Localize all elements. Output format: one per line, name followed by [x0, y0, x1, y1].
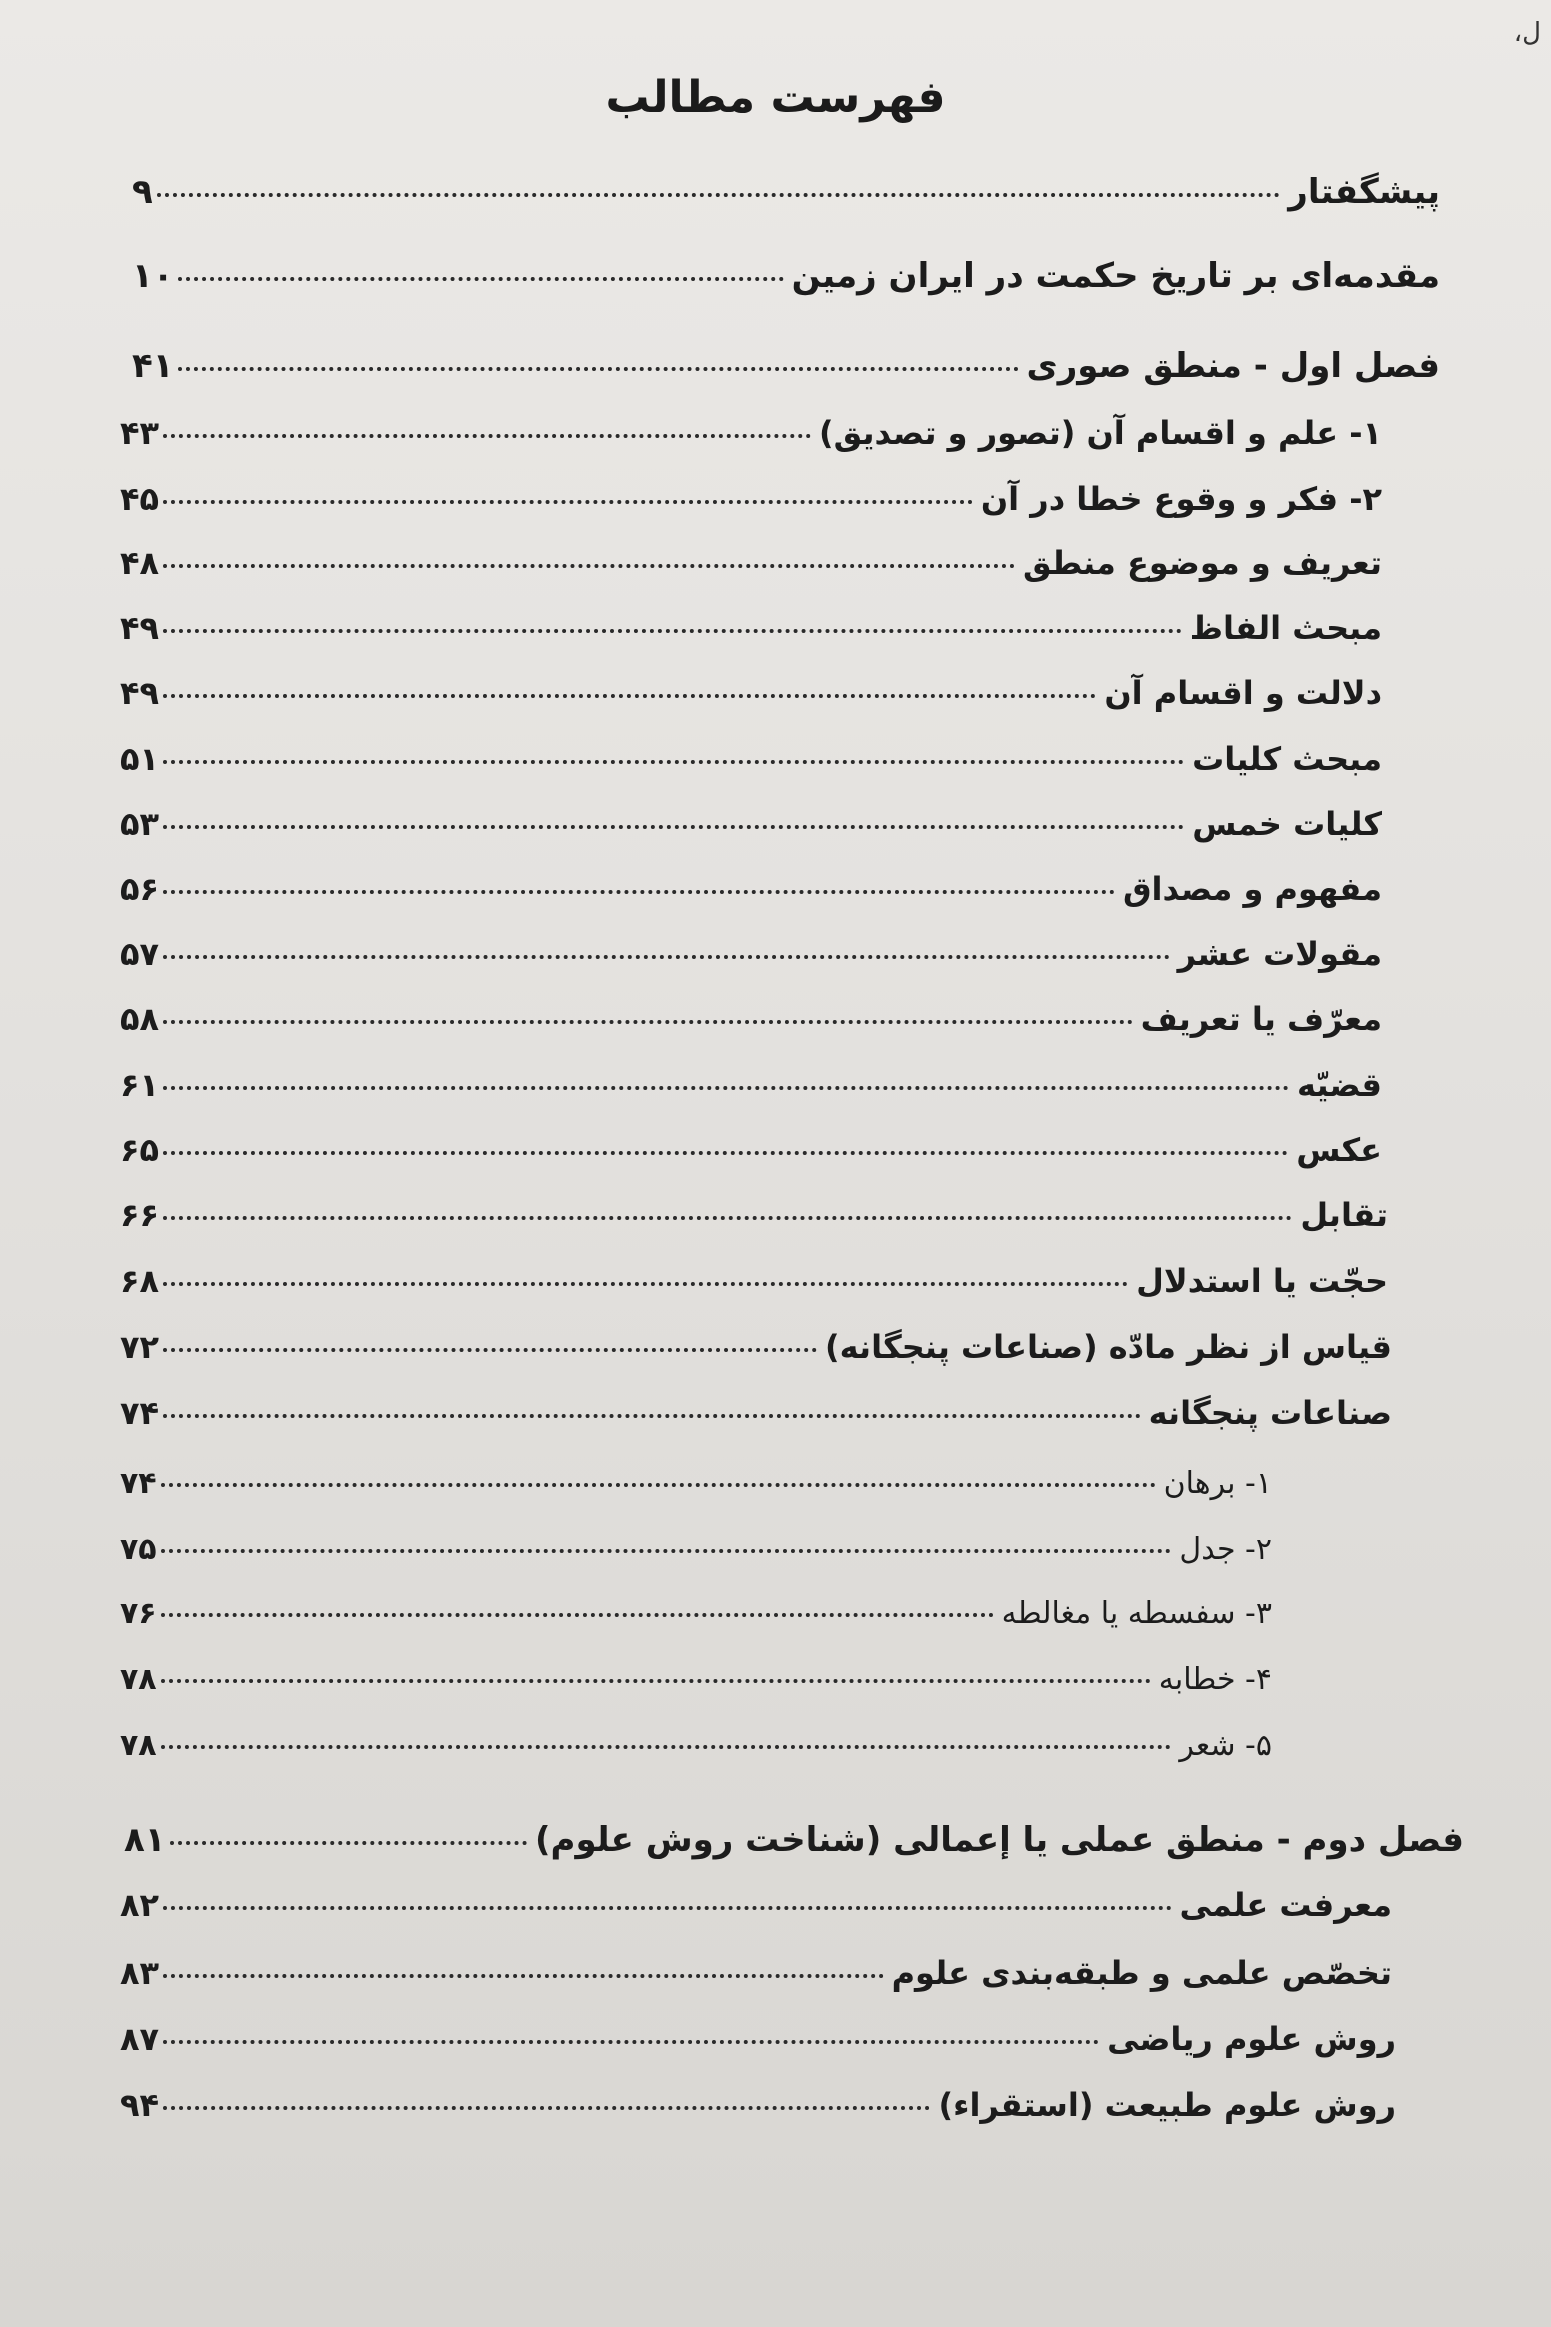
- toc-entry: [120, 2086, 1396, 2124]
- dot-leader: [163, 629, 1182, 633]
- toc-subentry: [120, 1532, 1272, 1567]
- toc-entry-page: ۶۱: [120, 1066, 160, 1104]
- dot-leader: [163, 760, 1184, 764]
- toc-entry: [120, 480, 1382, 518]
- toc-entry-page: ۸۲: [120, 1886, 160, 1924]
- toc-entry: [120, 2020, 1396, 2058]
- toc-entry-label: مفهوم و مصداق: [1122, 870, 1382, 908]
- toc-entry-label: ۲- جدل: [1179, 1532, 1272, 1567]
- toc-entry: [120, 805, 1382, 843]
- dot-leader: [163, 694, 1096, 698]
- toc-entry-page: ۸۳: [120, 1954, 160, 1992]
- toc-entry-label: صناعات پنجگانه: [1148, 1394, 1392, 1432]
- toc-entry: [120, 674, 1382, 712]
- toc-entry: [120, 1131, 1382, 1169]
- toc-entry-page: ۸۷: [120, 2020, 160, 2058]
- toc-entry-page: ۵۳: [120, 805, 160, 843]
- toc-entry-page: ۵۱: [120, 740, 160, 778]
- edge-mark: ل،: [1513, 18, 1541, 48]
- toc-entry-page: ۷۴: [120, 1466, 157, 1501]
- dot-leader: [170, 1841, 527, 1845]
- toc-entry-page: ۴۳: [120, 414, 160, 452]
- toc-entry-page: ۵۸: [120, 1000, 160, 1038]
- toc-entry-page: ۵۷: [120, 935, 160, 973]
- toc-entry: [120, 609, 1382, 647]
- toc-entry-label: ۳- سفسطه یا مغالطه: [1001, 1596, 1272, 1631]
- page-title: فهرست مطالب: [605, 72, 946, 123]
- toc-entry-page: ۷۶: [120, 1596, 157, 1631]
- toc-entry-label: فصل دوم - منطق عملی یا إعمالی (شناخت روش علوم): [534, 1820, 1464, 1860]
- toc-entry: [120, 935, 1382, 973]
- dot-leader: [163, 2040, 1099, 2044]
- toc-entry: [120, 1196, 1388, 1234]
- toc-entry: [120, 870, 1382, 908]
- dot-leader: [163, 1282, 1128, 1286]
- toc-entry-chapter-2: [124, 1820, 1464, 1860]
- toc-entry: [120, 740, 1382, 778]
- toc-entry-label: مقولات عشر: [1177, 935, 1382, 973]
- toc-entry-label: مبحث کلیات: [1192, 740, 1382, 778]
- toc-entry-page: ۴۹: [120, 674, 160, 712]
- toc-entry-page: ۴۵: [120, 480, 160, 518]
- dot-leader: [161, 1745, 1172, 1749]
- toc-entry-page: ۷۵: [120, 1532, 157, 1567]
- toc-entry-page: ۴۸: [120, 544, 160, 582]
- toc-entry-label: کلیات خمس: [1192, 805, 1382, 843]
- toc-entry-introduction: [132, 256, 1440, 296]
- toc-entry-label: عکس: [1296, 1131, 1382, 1169]
- toc-entry-page: ۷۲: [120, 1328, 160, 1366]
- toc-entry: [120, 1000, 1382, 1038]
- dot-leader: [163, 1414, 1141, 1418]
- dot-leader: [163, 1151, 1288, 1155]
- toc-entry-page: ۱۰: [132, 256, 174, 296]
- dot-leader: [163, 955, 1170, 959]
- dot-leader: [163, 434, 811, 438]
- toc-entry: [120, 1262, 1388, 1300]
- toc-entry-page: ۵۶: [120, 870, 160, 908]
- toc-entry-label: ۲- فکر و وقوع خطا در آن: [980, 480, 1382, 518]
- dot-leader: [178, 367, 1019, 371]
- toc-entry-label: ۱- برهان: [1163, 1466, 1272, 1501]
- toc-entry-page: ۷۸: [120, 1662, 157, 1697]
- toc-entry-label: معرفت علمی: [1179, 1886, 1392, 1924]
- toc-subentry: [120, 1466, 1272, 1501]
- toc-entry: [120, 1066, 1382, 1104]
- toc-entry-label: مقدمه‌ای بر تاریخ حکمت در ایران زمین: [791, 256, 1440, 296]
- dot-leader: [163, 2106, 930, 2110]
- dot-leader: [161, 1679, 1151, 1683]
- toc-entry-page: ۸۱: [124, 1820, 166, 1860]
- dot-leader: [163, 1348, 817, 1352]
- toc-subentry: [120, 1662, 1272, 1697]
- toc-entry-label: دلالت و اقسام آن: [1104, 674, 1382, 712]
- dot-leader: [178, 277, 784, 281]
- dot-leader: [163, 500, 973, 504]
- dot-leader: [163, 1020, 1133, 1024]
- dot-leader: [163, 1216, 1292, 1220]
- dot-leader: [161, 1483, 1156, 1487]
- toc-entry-page: ۷۸: [120, 1728, 157, 1763]
- toc-entry-preface: [132, 172, 1440, 212]
- toc-entry-page: ۶۶: [120, 1196, 160, 1234]
- toc-entry-label: تخصّص علمی و طبقه‌بندی علوم: [891, 1954, 1392, 1992]
- toc-subentry: [120, 1728, 1272, 1763]
- dot-leader: [157, 193, 1281, 197]
- toc-entry-label: روش علوم طبیعت (استقراء): [938, 2086, 1396, 2124]
- toc-entry-page: ۴۱: [132, 346, 174, 386]
- dot-leader: [163, 1974, 884, 1978]
- toc-entry-page: ۴۹: [120, 609, 160, 647]
- toc-entry: [120, 414, 1382, 452]
- toc-subentry: [120, 1596, 1272, 1631]
- toc-entry-label: روش علوم ریاضی: [1107, 2020, 1396, 2058]
- toc-entry-label: قضیّه: [1297, 1066, 1382, 1104]
- toc-entry-label: ۴- خطابه: [1158, 1662, 1272, 1697]
- toc-entry-label: فصل اول - منطق صوری: [1026, 346, 1440, 386]
- toc-entry: [120, 1954, 1392, 1992]
- toc-entry-chapter-1: [132, 346, 1440, 386]
- dot-leader: [163, 825, 1184, 829]
- toc-entry-label: قیاس از نظر مادّه (صناعات پنجگانه): [825, 1328, 1392, 1366]
- toc-entry: [120, 1328, 1392, 1366]
- dot-leader: [163, 1086, 1289, 1090]
- toc-entry: [120, 1886, 1392, 1924]
- toc-entry-label: مبحث الفاظ: [1189, 609, 1382, 647]
- toc-entry-label: ۵- شعر: [1179, 1728, 1272, 1763]
- toc-entry-label: ۱- علم و اقسام آن (تصور و تصدیق): [819, 414, 1382, 452]
- toc-entry-label: پیشگفتار: [1288, 172, 1440, 212]
- toc-entry-page: ۹: [132, 172, 153, 212]
- toc-entry-label: معرّف یا تعریف: [1140, 1000, 1382, 1038]
- dot-leader: [163, 890, 1115, 894]
- toc-entry: [120, 1394, 1392, 1432]
- toc-entry-page: ۹۴: [120, 2086, 160, 2124]
- dot-leader: [161, 1613, 994, 1617]
- dot-leader: [161, 1549, 1172, 1553]
- dot-leader: [163, 1906, 1171, 1910]
- toc-entry-page: ۶۵: [120, 1131, 160, 1169]
- dot-leader: [163, 564, 1015, 568]
- toc-entry-page: ۷۴: [120, 1394, 160, 1432]
- toc-entry-label: حجّت یا استدلال: [1136, 1262, 1388, 1300]
- toc-entry-label: تعریف و موضوع منطق: [1022, 544, 1382, 582]
- toc-entry: [120, 544, 1382, 582]
- toc-entry-page: ۶۸: [120, 1262, 160, 1300]
- toc-entry-label: تقابل: [1300, 1196, 1388, 1234]
